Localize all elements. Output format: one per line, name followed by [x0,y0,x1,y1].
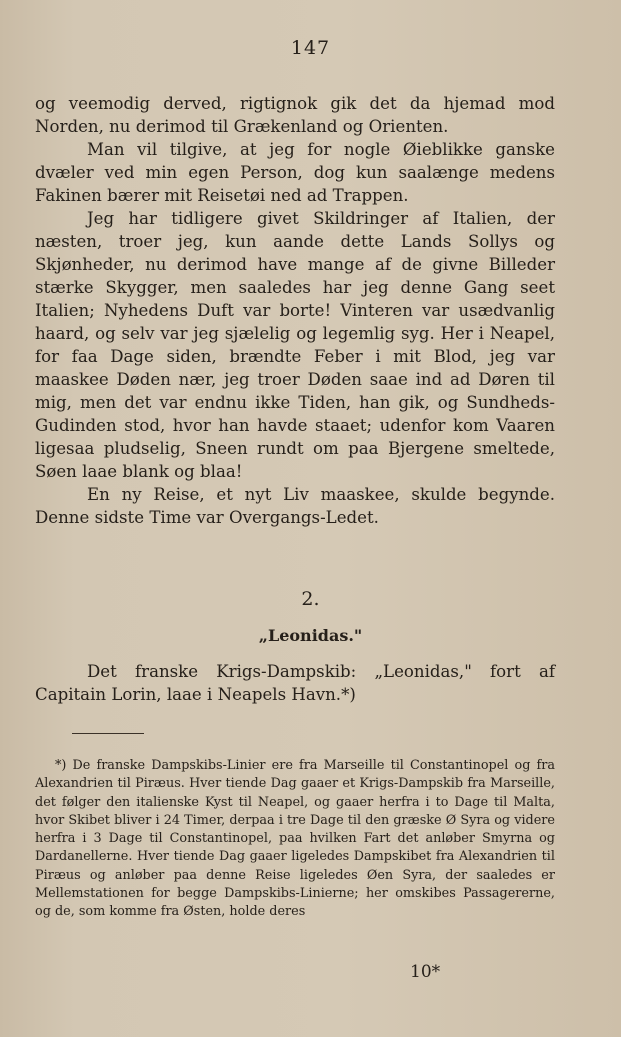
section-paragraph: Det franske Krigs-Dampskib: „Leonidas," fort af Capitain Lorin, laae i Neapels Havn.*) [35,662,555,704]
section-title: „Leonidas." [258,626,363,645]
main-text [35,92,555,529]
section-body [35,660,555,706]
paragraph-2: Man vil tilgive, at jeg for nogle Øieblikke ganske dvæler ved min egen Person, dog kun saalænge medens Fakinen bærer mit Reisetøi ned ad Trappen. [35,140,555,205]
paragraph-1: og veemodig derved, rigtignok gik det da hjemad mod Norden, nu derimod til Grækenland og Orienten. [35,94,555,136]
footnote-text: *) De franske Dampskibs-Linier ere fra Marseille til Constantinopel og fra Alexandrien til Piræus. Hver tiende Dag gaaer et Krigs-Dampskib fra Marseille, det følger den italienske Kyst til Neapel, og gaaer herfra i to Dage til Malta, hvor Skibet bliver i 24 Timer, derpaa i tre Dage til den græske Ø Syra og videre herfra i 3 Dage til Constantinopel, paa hvilken Fart det anløber Smyrna og Dardanellerne. Hver tiende Dag gaaer ligeledes Dampskibet fra Alexandrien til Piræus og anløber paa denne Reise ligeledes Øen Syra, der saaledes er Mellemstationen for begge Dampskibs-Linierne; her omskibes Passagererne, og de, som komme fra Østen, holde deres [35,758,555,920]
page-number: 147 [290,37,331,59]
paragraph-4: En ny Reise, et nyt Liv maaskee, skulde begynde. Denne sidste Time var Overgangs-Ledet. [35,485,555,527]
signature-mark: 10* [410,962,441,982]
footnote-divider [72,733,144,734]
section-number: 2. [301,588,320,610]
paragraph-3: Jeg har tidligere givet Skildringer af Italien, der næsten, troer jeg, kun aande dette Lands Sollys og Skjønheder, nu derimod have mange af de givne Billeder stærke Skygger, men saaledes har jeg denne Gang seet Italien; Nyhedens Duft var borte! Vinteren var usædvanlig haard, og selv var jeg sjælelig og legemlig syg. Her i Neapel, for faa Dage siden, brændte Feber i mit Blod, jeg var maaskee Døden nær, jeg troer Døden saae ind ad Døren til mig, men det var endnu ikke Tiden, han gik, og Sundheds-Gudinden stod, hvor han havde staaet; udenfor kom Vaaren ligesaa pludselig, Sneen rundt om paa Bjergene smeltede, Søen laae blank og blaa! [35,209,555,481]
footnote [35,757,555,922]
